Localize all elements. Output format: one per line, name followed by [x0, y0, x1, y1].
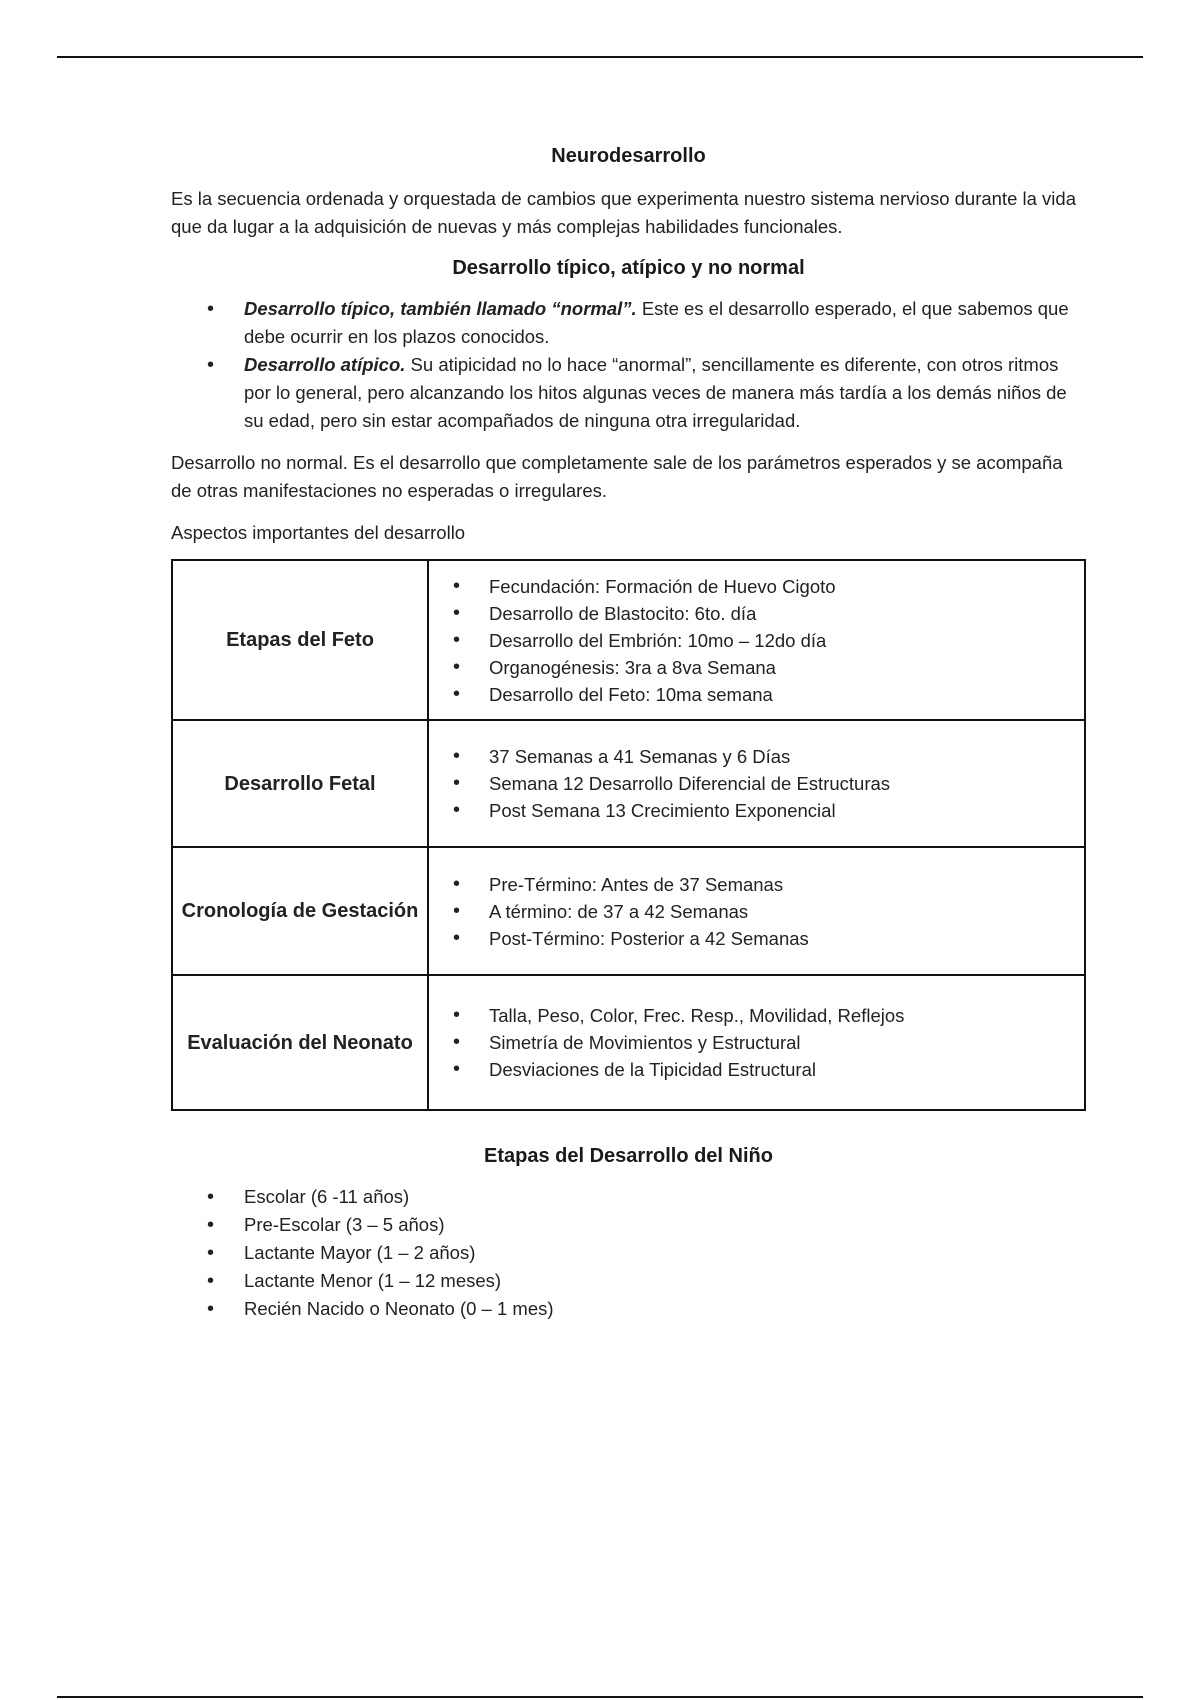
list-item: • Simetría de Movimientos y Estructural: [429, 1029, 1084, 1056]
page-title: Neurodesarrollo: [551, 145, 706, 167]
list-item: • Post Semana 13 Crecimiento Exponencial: [429, 797, 1084, 824]
list-item: • Escolar (6 -11 años): [171, 1183, 1086, 1211]
term-typical-description: Este es el desarrollo esperado, el que sabemos que debe ocurrir en los plazos conocidos.: [244, 298, 1069, 347]
row-label: Desarrollo Fetal: [172, 720, 428, 847]
row-items: [428, 975, 1085, 1110]
section-heading-development-types: Desarrollo típico, atípico y no normal: [452, 257, 805, 279]
list-item: • Fecundación: Formación de Huevo Cigoto: [429, 573, 1084, 600]
table-row: [172, 975, 1085, 1110]
list-item: • A término: de 37 a 42 Semanas: [429, 898, 1084, 925]
list-item: • Desviaciones de la Tipicidad Estructural: [429, 1056, 1084, 1083]
list-item: • Organogénesis: 3ra a 8va Semana: [429, 654, 1084, 681]
footer-rule: [57, 1696, 1143, 1698]
list-item: [171, 351, 1086, 435]
row-label: Cronología de Gestación: [172, 847, 428, 975]
intro-paragraph: Es la secuencia ordenada y orquestada de cambios que experimenta nuestro sistema nervioso durante la vida que da lugar a la adquisición de nuevas y más complejas habilidades funcionales.: [171, 188, 1076, 237]
table-row: [172, 560, 1085, 720]
term-typical: Desarrollo típico, también llamado “normal”.: [244, 298, 637, 319]
list-item: • Post-Término: Posterior a 42 Semanas: [429, 925, 1084, 952]
no-normal-paragraph: Desarrollo no normal. Es el desarrollo que completamente sale de los parámetros esperados y se acompaña de otras manifestaciones no esperadas o irregulares.: [171, 452, 1063, 501]
child-stages-list: [171, 1183, 1086, 1323]
list-item: • Lactante Menor (1 – 12 meses): [171, 1267, 1086, 1295]
row-items: [428, 560, 1085, 720]
list-item: • Desarrollo de Blastocito: 6to. día: [429, 600, 1084, 627]
list-item: • Pre-Término: Antes de 37 Semanas: [429, 871, 1084, 898]
list-item: • 37 Semanas a 41 Semanas y 6 Días: [429, 743, 1084, 770]
section-heading-child-stages: Etapas del Desarrollo del Niño: [484, 1145, 773, 1167]
list-item: • Talla, Peso, Color, Frec. Resp., Movilidad, Reflejos: [429, 1002, 1084, 1029]
list-item: [171, 295, 1086, 351]
row-items: [428, 720, 1085, 847]
row-label: Etapas del Feto: [172, 560, 428, 720]
aspects-table: [171, 559, 1086, 1111]
list-item: • Desarrollo del Embrión: 10mo – 12do día: [429, 627, 1084, 654]
row-items: [428, 847, 1085, 975]
term-atypical: Desarrollo atípico.: [244, 354, 406, 375]
list-item: • Lactante Mayor (1 – 2 años): [171, 1239, 1086, 1267]
header-rule: [57, 56, 1143, 58]
development-types-list: [171, 295, 1086, 435]
list-item: • Recién Nacido o Neonato (0 – 1 mes): [171, 1295, 1086, 1323]
row-label: Evaluación del Neonato: [172, 975, 428, 1110]
list-item: • Semana 12 Desarrollo Diferencial de Estructuras: [429, 770, 1084, 797]
aspects-label: Aspectos importantes del desarrollo: [171, 522, 466, 543]
list-item: • Pre-Escolar (3 – 5 años): [171, 1211, 1086, 1239]
document-body: [171, 143, 1086, 1337]
term-atypical-description: Su atipicidad no lo hace “anormal”, sencillamente es diferente, con otros ritmos por lo general, pero alcanzando los hitos algunas veces de manera más tardía a los demás niños de su edad, pero sin estar acompañados de ninguna otra irregularidad.: [244, 354, 1067, 431]
table-row: [172, 847, 1085, 975]
list-item: • Desarrollo del Feto: 10ma semana: [429, 681, 1084, 708]
table-row: [172, 720, 1085, 847]
